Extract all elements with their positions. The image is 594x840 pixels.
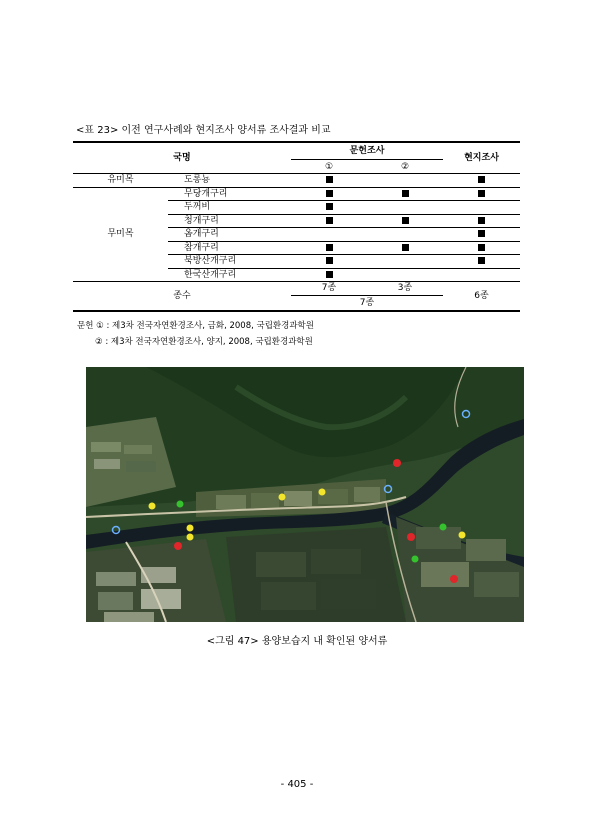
presence-mark xyxy=(326,244,333,251)
map-marker xyxy=(177,501,184,508)
header-literature: 문헌조사 xyxy=(291,142,443,160)
map-marker xyxy=(187,534,194,541)
presence-mark xyxy=(326,190,333,197)
presence-mark xyxy=(326,271,333,278)
note-1: : 제3차 전국자연환경조사, 금화, 2008, 국립환경과학원 xyxy=(103,321,314,331)
group-anura: 무미목 xyxy=(73,187,168,282)
presence-mark xyxy=(478,257,485,264)
table-notes xyxy=(77,318,314,350)
count-lit-2: 3종 xyxy=(367,282,443,296)
species-name: 청개구리 xyxy=(168,214,291,228)
presence-mark xyxy=(478,217,485,224)
count-lit-1: 7종 xyxy=(291,282,367,296)
map-marker xyxy=(459,532,466,539)
presence-mark xyxy=(478,230,485,237)
map-marker xyxy=(319,489,326,496)
map-marker xyxy=(440,524,447,531)
presence-mark xyxy=(478,244,485,251)
page-number: - 405 - xyxy=(280,779,314,790)
presence-mark xyxy=(326,217,333,224)
presence-mark xyxy=(402,244,409,251)
satellite-map-image xyxy=(86,367,524,622)
map-marker xyxy=(174,542,182,550)
note-prefix: 문헌 ① xyxy=(77,321,104,331)
table-caption: <표 23> 이전 연구사례와 현지조사 양서류 조사결과 비교 xyxy=(76,125,331,136)
presence-mark xyxy=(326,257,333,264)
header-species: 국명 xyxy=(73,142,291,174)
count-field: 6종 xyxy=(443,282,520,311)
map-marker xyxy=(393,459,401,467)
header-lit-2: ② xyxy=(367,160,443,174)
species-name: 북방산개구리 xyxy=(168,255,291,269)
species-name: 두꺼비 xyxy=(168,201,291,215)
species-name: 옴개구리 xyxy=(168,228,291,242)
presence-mark xyxy=(402,217,409,224)
map-marker xyxy=(412,556,419,563)
map-marker xyxy=(279,494,286,501)
species-name: 참개구리 xyxy=(168,241,291,255)
species-name: 도롱뇽 xyxy=(168,174,291,188)
presence-mark xyxy=(478,176,485,183)
survey-comparison-table xyxy=(73,141,520,312)
map-marker xyxy=(187,525,194,532)
count-lit-total: 7종 xyxy=(291,295,443,311)
map-marker xyxy=(450,575,458,583)
presence-mark xyxy=(326,203,333,210)
species-name: 한국산개구리 xyxy=(168,268,291,282)
figure-caption: <그림 47> 용양보습지 내 확인된 양서류 xyxy=(206,636,388,647)
species-name: 무당개구리 xyxy=(168,187,291,201)
note-2: ② : 제3차 전국자연환경조사, 양지, 2008, 국립환경과학원 xyxy=(95,337,313,347)
group-urodela: 유미목 xyxy=(73,174,168,188)
presence-mark xyxy=(402,190,409,197)
presence-mark xyxy=(478,190,485,197)
species-count-label: 종수 xyxy=(73,282,291,311)
map-marker xyxy=(407,533,415,541)
presence-mark xyxy=(326,176,333,183)
map-marker xyxy=(149,503,156,510)
header-field: 현지조사 xyxy=(443,142,520,174)
header-lit-1: ① xyxy=(291,160,367,174)
